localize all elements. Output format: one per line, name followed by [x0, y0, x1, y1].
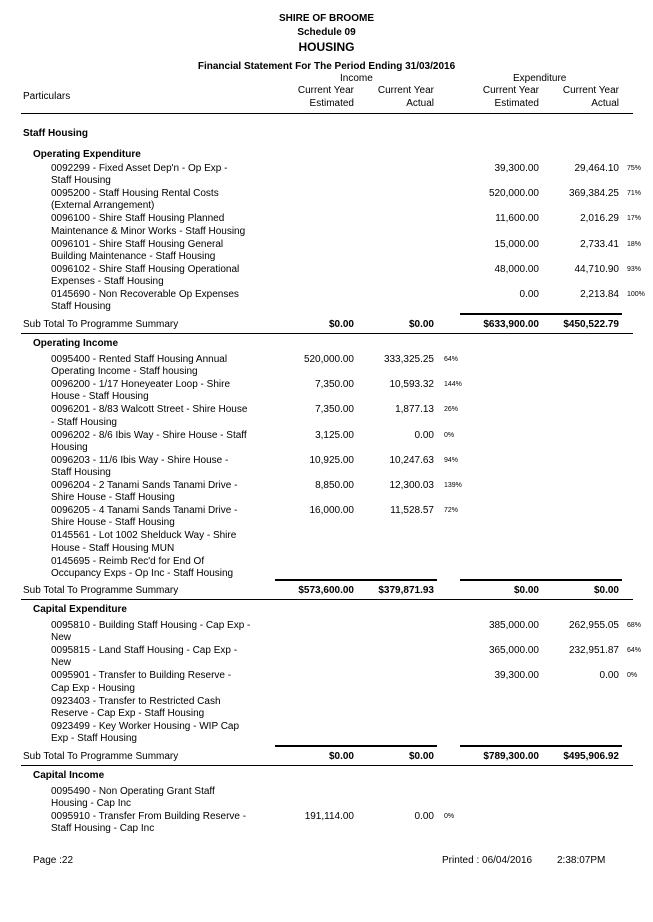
line-item-text-1: 0096200 - 1/17 Honeyeater Loop - Shire	[51, 379, 231, 391]
line-item-percent: 75%	[627, 165, 642, 172]
line-item-percent: 71%	[627, 190, 642, 198]
line-item-ea: 262,955.05	[568, 620, 619, 631]
line-item-text-1: 0145561 - Lot 1002 Shelduck Way - Shire	[51, 530, 237, 542]
line-item-text-1: 0095400 - Rented Staff Housing Annual	[51, 354, 228, 365]
line-item-percent: 17%	[627, 215, 642, 223]
header-rule	[21, 113, 633, 114]
line-item-description	[51, 670, 231, 695]
line-item-ie: 520,000.00	[303, 354, 354, 365]
line-item-text-1: 0923499 - Key Worker Housing - WIP Cap	[51, 720, 240, 732]
line-item-ea: 29,464.10	[574, 163, 619, 174]
line-item-text-1: 0096203 - 11/6 Ibis Way - Shire House -	[51, 454, 229, 466]
line-item-text-1: 0095910 - Transfer From Building Reserve -	[51, 811, 247, 823]
income-estimated-header-line1: Current Year	[297, 85, 354, 96]
line-item-percent: 0%	[627, 672, 638, 680]
line-item-percent: 64%	[444, 356, 459, 363]
line-item-ia: 0.00	[414, 429, 434, 441]
line-item-description	[51, 163, 227, 188]
subtotal-label: Sub Total To Programme Summary	[23, 585, 179, 596]
subtotal-ea: $495,906.92	[563, 751, 619, 762]
line-item-text-2: Cap Exp - Housing	[51, 682, 135, 694]
line-item-description	[51, 620, 250, 645]
income-subtotal-rule	[275, 579, 437, 581]
subtotal-ee: $789,300.00	[483, 751, 539, 762]
line-item-ie: 10,925.00	[309, 454, 354, 466]
line-item-percent: 94%	[444, 456, 459, 464]
line-item-text-1: 0096202 - 8/6 Ibis Way - Shire House - Staff	[51, 429, 247, 441]
line-item-text-2: Shire House - Staff Housing	[51, 517, 175, 529]
line-item-text-2: (External Arrangement)	[51, 200, 155, 212]
line-item-text-2: New	[51, 632, 72, 644]
line-item-text-1: 0095810 - Building Staff Housing - Cap Exp -	[51, 620, 251, 631]
line-item-description	[51, 505, 237, 530]
line-item-ie: 191,114.00	[304, 811, 354, 823]
line-item-description	[51, 379, 230, 404]
line-item-text-2: House - Staff Housing	[51, 391, 149, 403]
line-item-ee: 365,000.00	[488, 645, 539, 657]
subtotal-ie: $573,600.00	[298, 585, 354, 596]
line-item-percent: 139%	[444, 482, 462, 489]
capinc-group-title: Capital Income	[33, 770, 105, 781]
line-item-description	[51, 696, 221, 721]
line-item-description	[51, 645, 237, 670]
line-item-ia: 10,247.63	[389, 454, 434, 466]
line-item-ee: 39,300.00	[494, 163, 539, 174]
line-item-text-1: 0096100 - Shire Staff Housing Planned	[51, 213, 225, 225]
printed-time: 2:38:07PM	[557, 855, 606, 866]
line-item-description	[51, 213, 245, 238]
section-title: Staff Housing	[23, 128, 88, 139]
line-item-ee: 0.00	[519, 289, 539, 300]
line-item-text-2: Occupancy Exps - Op Inc - Staff Housing	[51, 567, 234, 579]
line-item-text-2: Maintenance & Minor Works - Staff Housing	[51, 225, 246, 237]
subtotal-label: Sub Total To Programme Summary	[23, 319, 179, 330]
line-item-ia: 12,300.03	[389, 480, 434, 491]
line-item-percent: 72%	[444, 507, 459, 515]
subtotal-underline	[21, 765, 633, 766]
line-item-text-1: 0096101 - Shire Staff Housing General	[51, 238, 224, 250]
line-item-text-2: Staff Housing	[51, 467, 111, 479]
subtotal-ia: $0.00	[408, 751, 434, 762]
subtotal-ea: $0.00	[593, 585, 619, 596]
subtotal-underline	[21, 333, 633, 334]
line-item-ie: 7,350.00	[315, 404, 354, 416]
line-item-ia: 1,877.13	[395, 404, 434, 416]
subtotal-ie: $0.00	[328, 751, 354, 762]
line-item-ee: 15,000.00	[494, 238, 539, 250]
expenditure-actual-header-line1: Current Year	[562, 85, 619, 96]
expenditure-estimated-header-line1: Current Year	[482, 85, 539, 96]
line-item-description	[51, 480, 237, 505]
line-item-description	[51, 188, 219, 213]
line-item-ie: 7,350.00	[315, 379, 354, 391]
line-item-description	[51, 721, 239, 746]
line-item-text-2: Expenses - Staff Housing	[51, 276, 164, 288]
line-item-description	[51, 289, 239, 314]
line-item-text-2: Operating Income - Staff housing	[51, 366, 198, 378]
line-item-ee: 520,000.00	[488, 188, 539, 200]
line-item-ea: 369,384.25	[568, 188, 619, 200]
line-item-percent: 18%	[627, 240, 642, 248]
line-item-description	[51, 264, 239, 289]
line-item-text-1: 0092299 - Fixed Asset Dep'n - Op Exp -	[51, 163, 228, 174]
subtotal-label: Sub Total To Programme Summary	[23, 751, 179, 762]
line-item-ee: 48,000.00	[494, 263, 539, 275]
subtotal-ee: $633,900.00	[483, 319, 539, 330]
expenditure-subtotal-rule	[460, 579, 622, 581]
line-item-description	[51, 239, 223, 264]
line-item-description	[51, 404, 247, 429]
line-item-text-1: 0096204 - 2 Tanami Sands Tanami Drive -	[51, 480, 238, 491]
line-item-text-1: 0095200 - Staff Housing Rental Costs	[51, 188, 219, 200]
line-item-ia: 0.00	[414, 811, 434, 823]
line-item-percent: 68%	[627, 622, 642, 629]
line-item-text-2: - Staff Housing	[51, 416, 117, 428]
line-item-description	[51, 354, 227, 379]
line-item-ia: 11,528.57	[390, 505, 434, 517]
line-item-text-1: 0923403 - Transfer to Restricted Cash	[51, 695, 221, 707]
expenditure-actual-header-line2: Actual	[591, 98, 619, 109]
income-estimated-header-line2: Estimated	[309, 98, 354, 109]
line-item-description	[51, 556, 233, 581]
particulars-header: Particulars	[23, 91, 71, 102]
expenditure-group-header: Expenditure	[513, 73, 567, 84]
line-item-text-2: Housing	[51, 441, 88, 453]
line-item-percent: 0%	[444, 431, 455, 439]
line-item-percent: 0%	[444, 813, 455, 821]
income-actual-header-line2: Actual	[406, 98, 434, 109]
line-item-text-2: Staff Housing	[51, 301, 111, 313]
printed-date: Printed : 06/04/2016	[442, 855, 533, 866]
line-item-text-2: Reserve - Cap Exp - Staff Housing	[51, 707, 205, 719]
line-item-percent: 100%	[627, 291, 645, 298]
line-item-percent: 64%	[627, 647, 642, 655]
subtotal-ee: $0.00	[513, 585, 539, 596]
line-item-ea: 2,016.29	[580, 213, 619, 225]
line-item-text-2: New	[51, 657, 72, 669]
line-item-ea: 232,951.87	[568, 645, 619, 657]
subtotal-ia: $0.00	[408, 319, 434, 330]
line-item-percent: 93%	[627, 265, 642, 273]
expenditure-estimated-header-line2: Estimated	[494, 98, 539, 109]
line-item-description	[51, 530, 236, 555]
line-item-text-2: Shire House - Staff Housing	[51, 492, 175, 504]
capex-group-title: Capital Expenditure	[33, 604, 127, 615]
line-item-text-1: 0145695 - Reimb Rec'd for End Of	[51, 555, 205, 567]
line-item-ie: 16,000.00	[309, 505, 354, 517]
expenditure-subtotal-rule	[460, 313, 622, 315]
line-item-ia: 10,593.32	[389, 379, 434, 391]
line-item-text-2: Staff Housing	[51, 175, 111, 187]
organisation-name: SHIRE OF BROOME	[278, 13, 374, 24]
line-item-text-2: Exp - Staff Housing	[51, 733, 137, 745]
line-item-description	[51, 811, 246, 836]
line-item-text-2: Staff Housing - Cap Inc	[51, 823, 155, 835]
page-number: Page :22	[33, 855, 74, 866]
line-item-ie: 8,850.00	[315, 480, 354, 491]
line-item-text-1: 0095490 - Non Operating Grant Staff	[51, 786, 215, 797]
line-item-text-2: House - Staff Housing MUN	[51, 542, 175, 554]
line-item-ie: 3,125.00	[315, 429, 354, 441]
report-title: HOUSING	[298, 40, 355, 54]
subtotal-underline	[21, 599, 633, 600]
income-group-header: Income	[340, 73, 373, 84]
line-item-ea: 2,733.41	[580, 238, 619, 250]
line-item-ea: 2,213.84	[580, 289, 619, 300]
line-item-description	[51, 786, 215, 811]
line-item-ee: 385,000.00	[488, 620, 539, 631]
line-item-description	[51, 455, 228, 480]
line-item-text-1: 0145690 - Non Recoverable Op Expenses	[51, 289, 239, 300]
income-actual-header-line1: Current Year	[377, 85, 434, 96]
line-item-percent: 26%	[444, 406, 459, 414]
line-item-ea: 44,710.90	[574, 263, 619, 275]
line-item-text-1: 0095901 - Transfer to Building Reserve -	[51, 670, 232, 682]
line-item-text-1: 0095815 - Land Staff Housing - Cap Exp -	[51, 645, 238, 657]
line-item-text-1: 0096201 - 8/83 Walcott Street - Shire House	[51, 404, 248, 416]
line-item-description	[51, 430, 247, 455]
income-subtotal-rule	[275, 745, 437, 747]
subtotal-ia: $379,871.93	[378, 585, 434, 596]
line-item-ee: 39,300.00	[494, 670, 539, 682]
subtotal-ea: $450,522.79	[563, 319, 619, 330]
line-item-text-2: Building Maintenance - Staff Housing	[51, 250, 216, 262]
opinc-group-title: Operating Income	[33, 338, 119, 349]
expenditure-subtotal-rule	[460, 745, 622, 747]
subtotal-ie: $0.00	[328, 319, 354, 330]
line-item-text-1: 0096205 - 4 Tanami Sands Tanami Drive -	[51, 505, 238, 517]
line-item-text-1: 0096102 - Shire Staff Housing Operational	[51, 263, 240, 275]
line-item-ee: 11,600.00	[495, 213, 539, 225]
opex-group-title: Operating Expenditure	[33, 149, 141, 160]
period-heading: Financial Statement For The Period Ending 31/03/2016	[197, 61, 456, 72]
schedule-number: Schedule 09	[297, 27, 356, 38]
line-item-percent: 144%	[444, 381, 462, 389]
line-item-ia: 333,325.25	[383, 354, 434, 365]
line-item-text-2: Housing - Cap Inc	[51, 798, 132, 810]
line-item-ea: 0.00	[599, 670, 619, 682]
